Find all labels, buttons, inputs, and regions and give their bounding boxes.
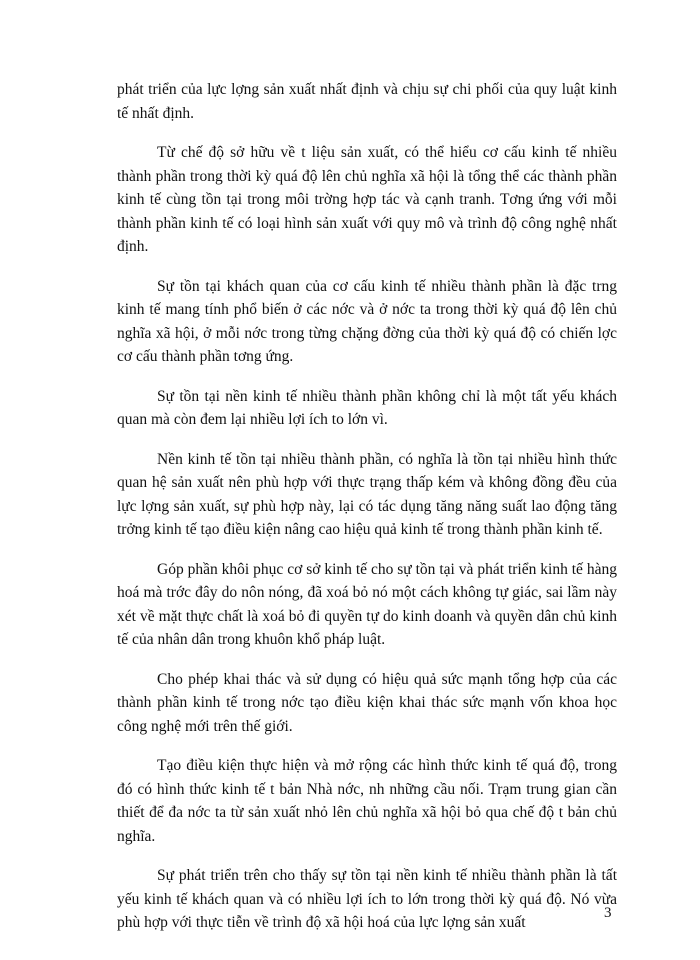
body-text	[117, 78, 617, 951]
paragraph-continuation: phát triển của lực lợng sản xuất nhất định và chịu sự chi phối của quy luật kinh tế nhất định.	[117, 81, 617, 122]
paragraph-objective-existence: Sự tồn tại khách quan của cơ cấu kinh tế nhiều thành phần là đặc trng kinh tế mang tính phổ biến ở các nớc và ở nớc ta trong thời kỳ quá độ lên chủ nghĩa xã hội, ở mỗi nớc trong từng chặng đờng của thời kỳ quá độ có chiến lợc cơ cấu thành phần tơng ứng.	[117, 277, 617, 365]
paragraph-benefit-production-relations: Nền kinh tế tồn tại nhiều thành phần, có nghĩa là tồn tại nhiều hình thức quan hệ sản xuất nên phù hợp với thực trạng thấp kém và không đồng đều của lực lợng sản xuất, sự phù hợp này, lại có tác dụng tăng năng suất lao động tăng trởng kinh tế tạo điều kiện nâng cao hiệu quả kinh tế trong thành phần kinh tế.	[117, 450, 617, 538]
page-number: 3	[604, 905, 612, 921]
paragraph-conclusion: Sự phát triển trên cho thấy sự tồn tại nền kinh tế nhiều thành phần là tất yếu kinh tế khách quan và có nhiều lợi ích to lớn trong thời kỳ quá độ. Nó vừa phù hợp với thực tiễn về trình độ xã hội hoá của lực lợng sản xuất	[117, 867, 617, 931]
paragraph-benefits-intro: Sự tồn tại nền kinh tế nhiều thành phần không chỉ là một tất yếu khách quan mà còn đem lại nhiều lợi ích to lớn vì.	[117, 387, 617, 428]
paragraph-benefit-commodity-economy: Góp phần khôi phục cơ sở kinh tế cho sự tồn tại và phát triển kinh tế hàng hoá mà trớc đây do nôn nóng, đã xoá bỏ nó một cách không tự giác, sai lầm này xét về mặt thực chất là xoá bỏ đi quyền tự do kinh doanh và quyền dân chủ kinh tế của nhân dân trong khuôn khổ pháp luật.	[117, 560, 617, 648]
paragraph-benefit-transitional-forms: Tạo điều kiện thực hiện và mở rộng các hình thức kinh tế quá độ, trong đó có hình thức kinh tế t bản Nhà nớc, nh những cầu nối. Trạm trung gian cần thiết để đa nớc ta từ sản xuất nhỏ lên chủ nghĩa xã hội bỏ qua chế độ t bản chủ nghĩa.	[117, 757, 617, 845]
paragraph-definition: Từ chế độ sở hữu về t liệu sản xuất, có thể hiểu cơ cấu kinh tế nhiều thành phần trong thời kỳ quá độ lên chủ nghĩa xã hội là tổng thể các thành phần kinh tế cùng tồn tại trong môi trờng hợp tác và cạnh tranh. Tơng ứng với mỗi thành phần kinh tế có loại hình sản xuất với quy mô và trình độ công nghệ nhất định.	[117, 144, 617, 255]
paragraph-benefit-combined-strength: Cho phép khai thác và sử dụng có hiệu quả sức mạnh tổng hợp của các thành phần kinh tế trong nớc tạo điều kiện khai thác sức mạnh vốn khoa học công nghệ mới trên thế giới.	[117, 670, 617, 735]
